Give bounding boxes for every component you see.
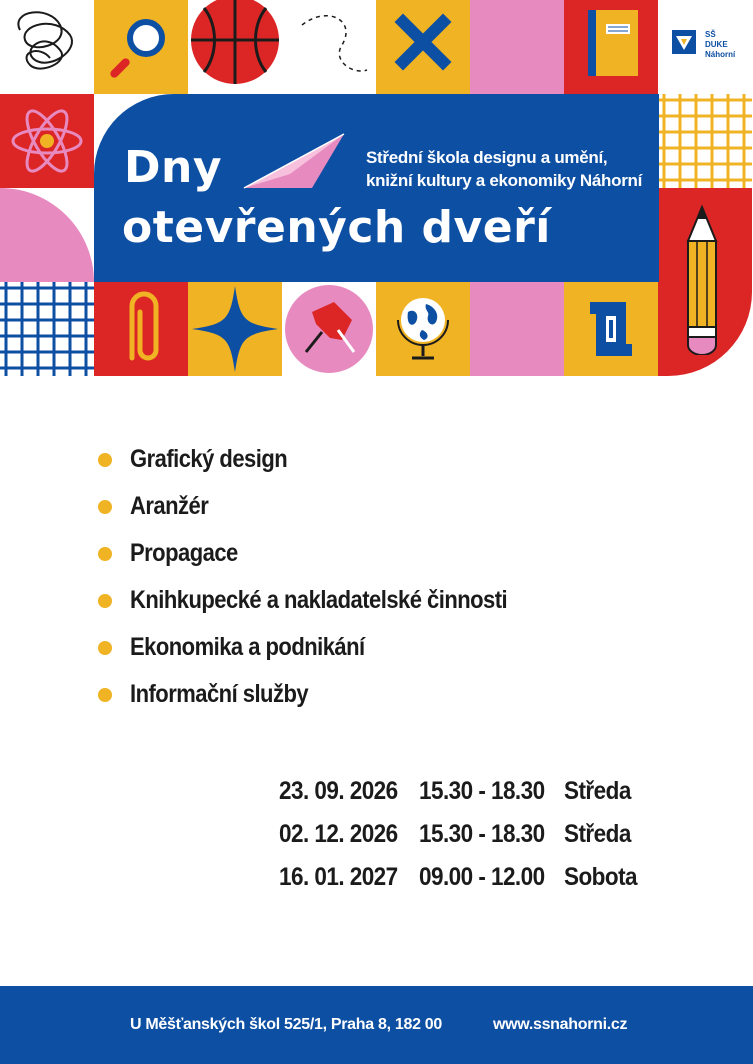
course-label: Aranžér xyxy=(130,492,209,520)
schedule-day: Sobota xyxy=(564,863,638,891)
schedule-date: 02. 12. 2026 xyxy=(279,820,398,848)
bullet-icon xyxy=(98,641,112,655)
website-link[interactable]: www.ssnahorni.cz xyxy=(493,1016,628,1033)
schedule-row xyxy=(279,770,645,813)
open-day-schedule xyxy=(279,770,645,899)
school-logo-icon xyxy=(672,30,696,54)
sharpener-icon xyxy=(564,282,658,376)
bullet-icon xyxy=(98,547,112,561)
bullet-icon xyxy=(98,594,112,608)
x-mark-icon xyxy=(376,0,470,94)
school-logo xyxy=(672,30,736,66)
atom-icon xyxy=(0,94,94,188)
school-address: U Měšťanských škol 525/1, Praha 8, 182 00 xyxy=(130,1016,443,1033)
pink-half-circle xyxy=(0,188,94,282)
tangled-line-icon xyxy=(0,0,94,94)
paperclip-icon xyxy=(94,282,188,376)
logo-text-line-1: SŠ xyxy=(705,30,716,39)
basketball-icon xyxy=(188,0,282,94)
course-list xyxy=(98,436,559,718)
list-item xyxy=(98,671,559,718)
list-item xyxy=(98,624,559,671)
schedule-date: 16. 01. 2027 xyxy=(279,863,398,891)
list-item xyxy=(98,483,559,530)
course-label: Knihkupecké a nakladatelské činnosti xyxy=(130,586,508,614)
school-name-line-2: knižní kultury a ekonomiky Náhorní xyxy=(366,171,643,190)
schedule-day: Středa xyxy=(564,777,631,805)
logo-text-line-3: Náhorní xyxy=(705,50,736,59)
star-icon xyxy=(188,282,282,376)
schedule-time: 09.00 - 12.00 xyxy=(419,863,545,891)
list-item xyxy=(98,577,559,624)
pushpin-icon xyxy=(282,282,376,376)
schedule-row xyxy=(279,856,645,899)
header-banner xyxy=(0,0,753,376)
list-item xyxy=(98,530,559,577)
schedule-row xyxy=(279,813,645,856)
bullet-icon xyxy=(98,688,112,702)
school-logo-text xyxy=(705,30,735,60)
pencil-icon xyxy=(672,205,732,355)
schedule-day: Středa xyxy=(564,820,631,848)
logo-text-line-2: DUKE xyxy=(705,40,728,49)
course-label: Informační služby xyxy=(130,680,309,708)
dashed-path-decoration xyxy=(282,0,376,94)
magnifier-icon xyxy=(94,0,188,94)
school-name-line-1: Střední škola designu a umění, xyxy=(366,148,608,167)
list-item xyxy=(98,436,559,483)
title-line-2: otevřených dveří xyxy=(122,202,551,253)
schedule-time: 15.30 - 18.30 xyxy=(419,820,545,848)
school-name xyxy=(366,146,642,192)
notebook-icon xyxy=(564,0,658,94)
course-label: Ekonomika a podnikání xyxy=(130,633,365,661)
course-label: Grafický design xyxy=(130,445,288,473)
title-line-1: Dny xyxy=(124,142,223,193)
pink-tile xyxy=(470,282,564,376)
schedule-date: 23. 09. 2026 xyxy=(279,777,398,805)
paper-plane-icon xyxy=(240,130,348,192)
bullet-icon xyxy=(98,500,112,514)
pink-tile xyxy=(470,0,564,94)
grid-pattern-icon xyxy=(658,94,752,188)
course-label: Propagace xyxy=(130,539,238,567)
bullet-icon xyxy=(98,453,112,467)
grid-pattern-icon xyxy=(0,282,94,376)
globe-icon xyxy=(376,282,470,376)
schedule-time: 15.30 - 18.30 xyxy=(419,777,545,805)
